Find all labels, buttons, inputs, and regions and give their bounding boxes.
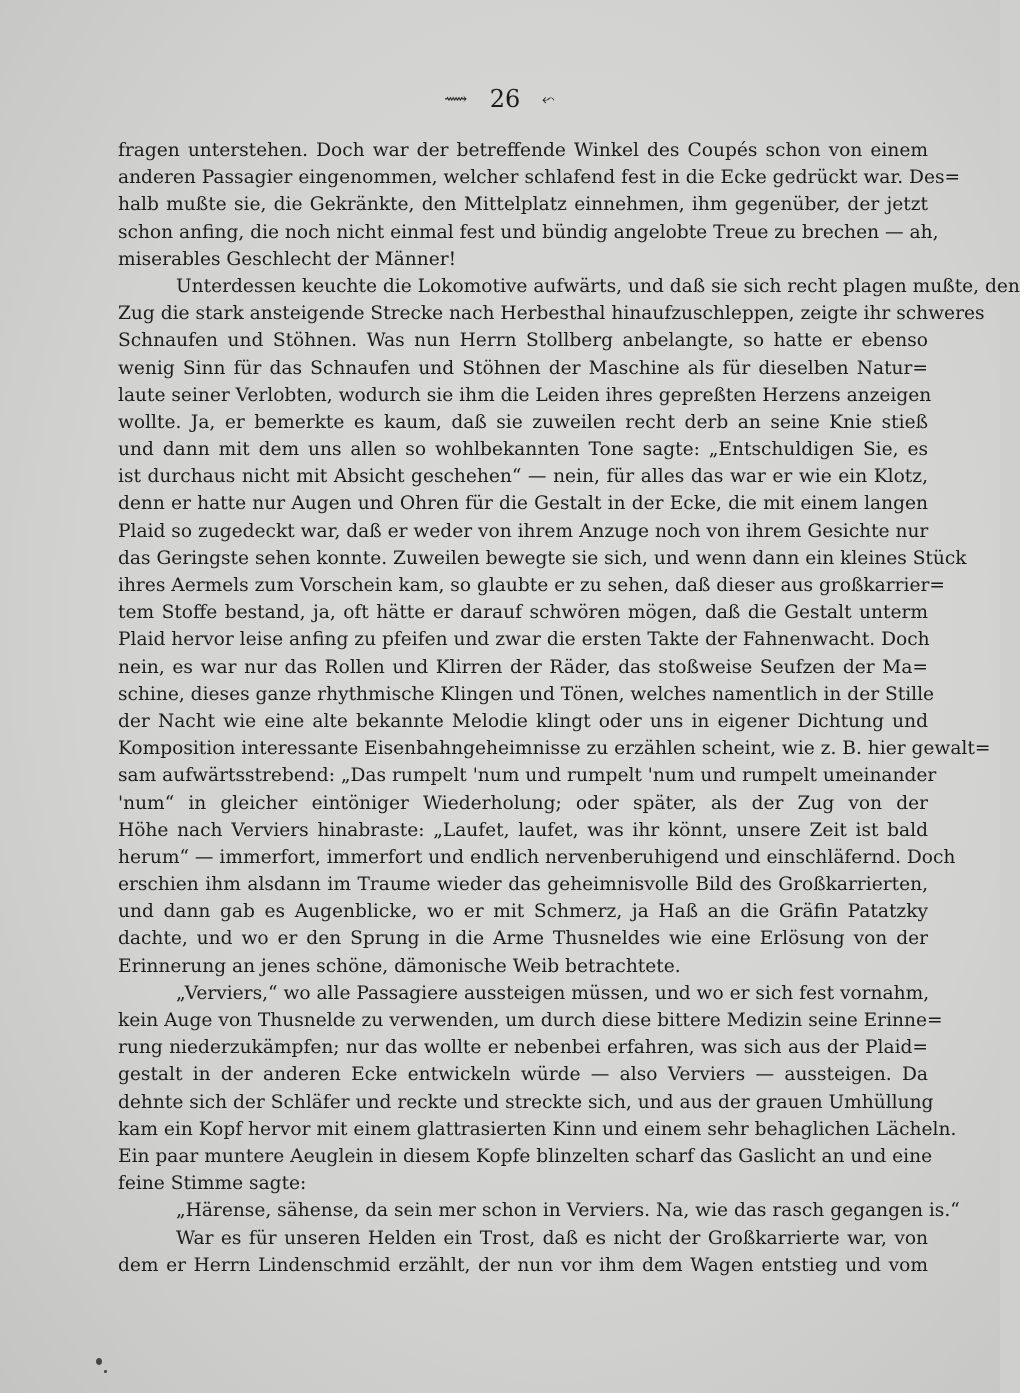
text-line: Erinnerung an jenes schöne, dämonische Weib betrachtete. bbox=[118, 955, 681, 977]
paragraph-start-line: War es für unseren Helden ein Trost, daß es nicht der Großkarrierte war, von bbox=[176, 1227, 928, 1249]
right-ornament-icon: ⬿ bbox=[541, 89, 556, 108]
text-line: Ein paar muntere Aeuglein in diesem Kopfe blinzelten scharf das Gaslicht an und eine bbox=[118, 1145, 933, 1167]
text-line: rung niederzukämpfen; nur das wollte er nebenbei erfahren, was sich aus der Plaid= bbox=[118, 1037, 928, 1059]
text-line: kein Auge von Thusnelde zu verwenden, um durch diese bittere Medizin seine Erinne= bbox=[118, 1010, 943, 1031]
text-line: tem Stoffe bestand, ja, oft hätte er darauf schwören mögen, daß die Gestalt unterm bbox=[118, 602, 928, 624]
text-line: das Geringste sehen konnte. Zuweilen bewegte sie sich, und wenn dann ein kleines Stück bbox=[118, 547, 967, 569]
text-line: ist durchaus nicht mit Absicht geschehen“ — nein, für alles das war er wie ein Klotz, bbox=[118, 466, 928, 488]
left-ornament-icon: ⟿ bbox=[444, 89, 469, 108]
page-header bbox=[0, 84, 1000, 114]
text-line: schon anfing, die noch nicht einmal fest und bündig angelobte Treue zu brechen — ah, bbox=[118, 221, 939, 243]
text-line: Höhe nach Verviers hinabraste: „Laufet, laufet, was ihr könnt, unsere Zeit ist bald bbox=[118, 819, 928, 841]
text-line: gestalt in der anderen Ecke entwickeln würde — also Verviers — aussteigen. Da bbox=[118, 1064, 928, 1086]
paragraph-start-line: „Verviers,“ wo alle Passagiere aussteigen müssen, und wo er sich fest vornahm, bbox=[176, 982, 930, 1004]
text-line: wenig Sinn für das Schnaufen und Stöhnen der Maschine als für dieselben Natur= bbox=[118, 357, 928, 379]
text-line: herum“ — immerfort, immerfort und endlich nervenberuhigend und einschläfernd. Doch bbox=[118, 846, 956, 868]
text-line: sam aufwärtsstrebend: „Das rumpelt 'num und rumpelt 'num und rumpelt umeinander bbox=[118, 765, 937, 787]
text-line: Komposition interessante Eisenbahngeheimnisse zu erzählen scheint, wie z. B. hier gewalt= bbox=[118, 738, 991, 760]
paragraph-start-line: „Härense, sähense, da sein mer schon in Verviers. Na, wie das rasch gegangen is.“ bbox=[176, 1200, 960, 1222]
text-line: laute seiner Verlobten, wodurch sie ihm die Leiden ihres gepreßten Herzens anzeigen bbox=[118, 384, 932, 406]
text-line: nein, es war nur das Rollen und Klirren der Räder, das stoßweise Seufzen der Ma= bbox=[118, 656, 928, 678]
text-line: und dann mit dem uns allen so wohlbekannten Tone sagte: „Entschuldigen Sie, es bbox=[118, 439, 928, 461]
text-line: dachte, und wo er den Sprung in die Arme Thusneldes wie eine Erlösung von der bbox=[118, 928, 928, 950]
paragraph-start-line: Unterdessen keuchte die Lokomotive aufwärts, und daß sie sich recht plagen mußte, den bbox=[176, 275, 1020, 297]
paper-speck bbox=[96, 1358, 102, 1365]
body-text bbox=[118, 137, 1020, 1279]
text-line: Plaid so zugedeckt war, daß er weder von ihrem Anzuge noch von ihrem Gesichte nur bbox=[118, 520, 929, 542]
text-line: der Nacht wie eine alte bekannte Melodie klingt oder uns in eigener Dichtung und bbox=[118, 710, 928, 732]
text-line: wollte. Ja, er bemerkte es kaum, daß sie zuweilen recht derb an seine Knie stieß bbox=[118, 411, 928, 433]
text-line: dehnte sich der Schläfer und reckte und streckte sich, und aus der grauen Umhüllung bbox=[118, 1091, 934, 1113]
text-line: erschien ihm alsdann im Traume wieder das geheimnisvolle Bild des Großkarrierten, bbox=[118, 874, 928, 896]
text-line: feine Stimme sagte: bbox=[118, 1173, 307, 1195]
paper-speck bbox=[104, 1370, 107, 1373]
text-line: anderen Passagier eingenommen, welcher schlafend fest in die Ecke gedrückt war. Des= bbox=[118, 167, 961, 189]
text-line: miserables Geschlecht der Männer! bbox=[118, 248, 457, 270]
text-line: Zug die stark ansteigende Strecke nach Herbesthal hinaufzuschleppen, zeigte ihr schweres bbox=[118, 303, 985, 325]
text-line: 'num“ in gleicher eintöniger Wiederholung; oder später, als der Zug von der bbox=[118, 792, 928, 814]
text-line: kam ein Kopf hervor mit einem glattrasierten Kinn und einem sehr behaglichen Lächeln. bbox=[118, 1118, 957, 1140]
text-line: halb mußte sie, die Gekränkte, den Mittelplatz einnehmen, ihm gegenüber, der jetzt bbox=[118, 194, 928, 216]
text-line: ihres Aermels zum Vorschein kam, so glaubte er zu sehen, daß dieser aus großkarrier= bbox=[118, 575, 945, 596]
text-line: Schnaufen und Stöhnen. Was nun Herrn Stollberg anbelangte, so hatte er ebenso bbox=[118, 330, 928, 352]
text-line: fragen unterstehen. Doch war der betreffende Winkel des Coupés schon von einem bbox=[118, 140, 928, 161]
text-line: und dann gab es Augenblicke, wo er mit Schmerz, ja Haß an die Gräfin Patatzky bbox=[118, 901, 928, 923]
page-number: 26 bbox=[489, 85, 521, 113]
text-line: schine, dieses ganze rhythmische Klingen und Tönen, welches namentlich in der Stille bbox=[118, 683, 935, 705]
text-line: dem er Herrn Lindenschmid erzählt, der nun vor ihm dem Wagen entstieg und vom bbox=[118, 1254, 928, 1276]
text-line: Plaid hervor leise anfing zu pfeifen und zwar die ersten Takte der Fahnenwacht. Doch bbox=[118, 629, 930, 651]
text-line: denn er hatte nur Augen und Ohren für die Gestalt in der Ecke, die mit einem langen bbox=[118, 493, 928, 515]
